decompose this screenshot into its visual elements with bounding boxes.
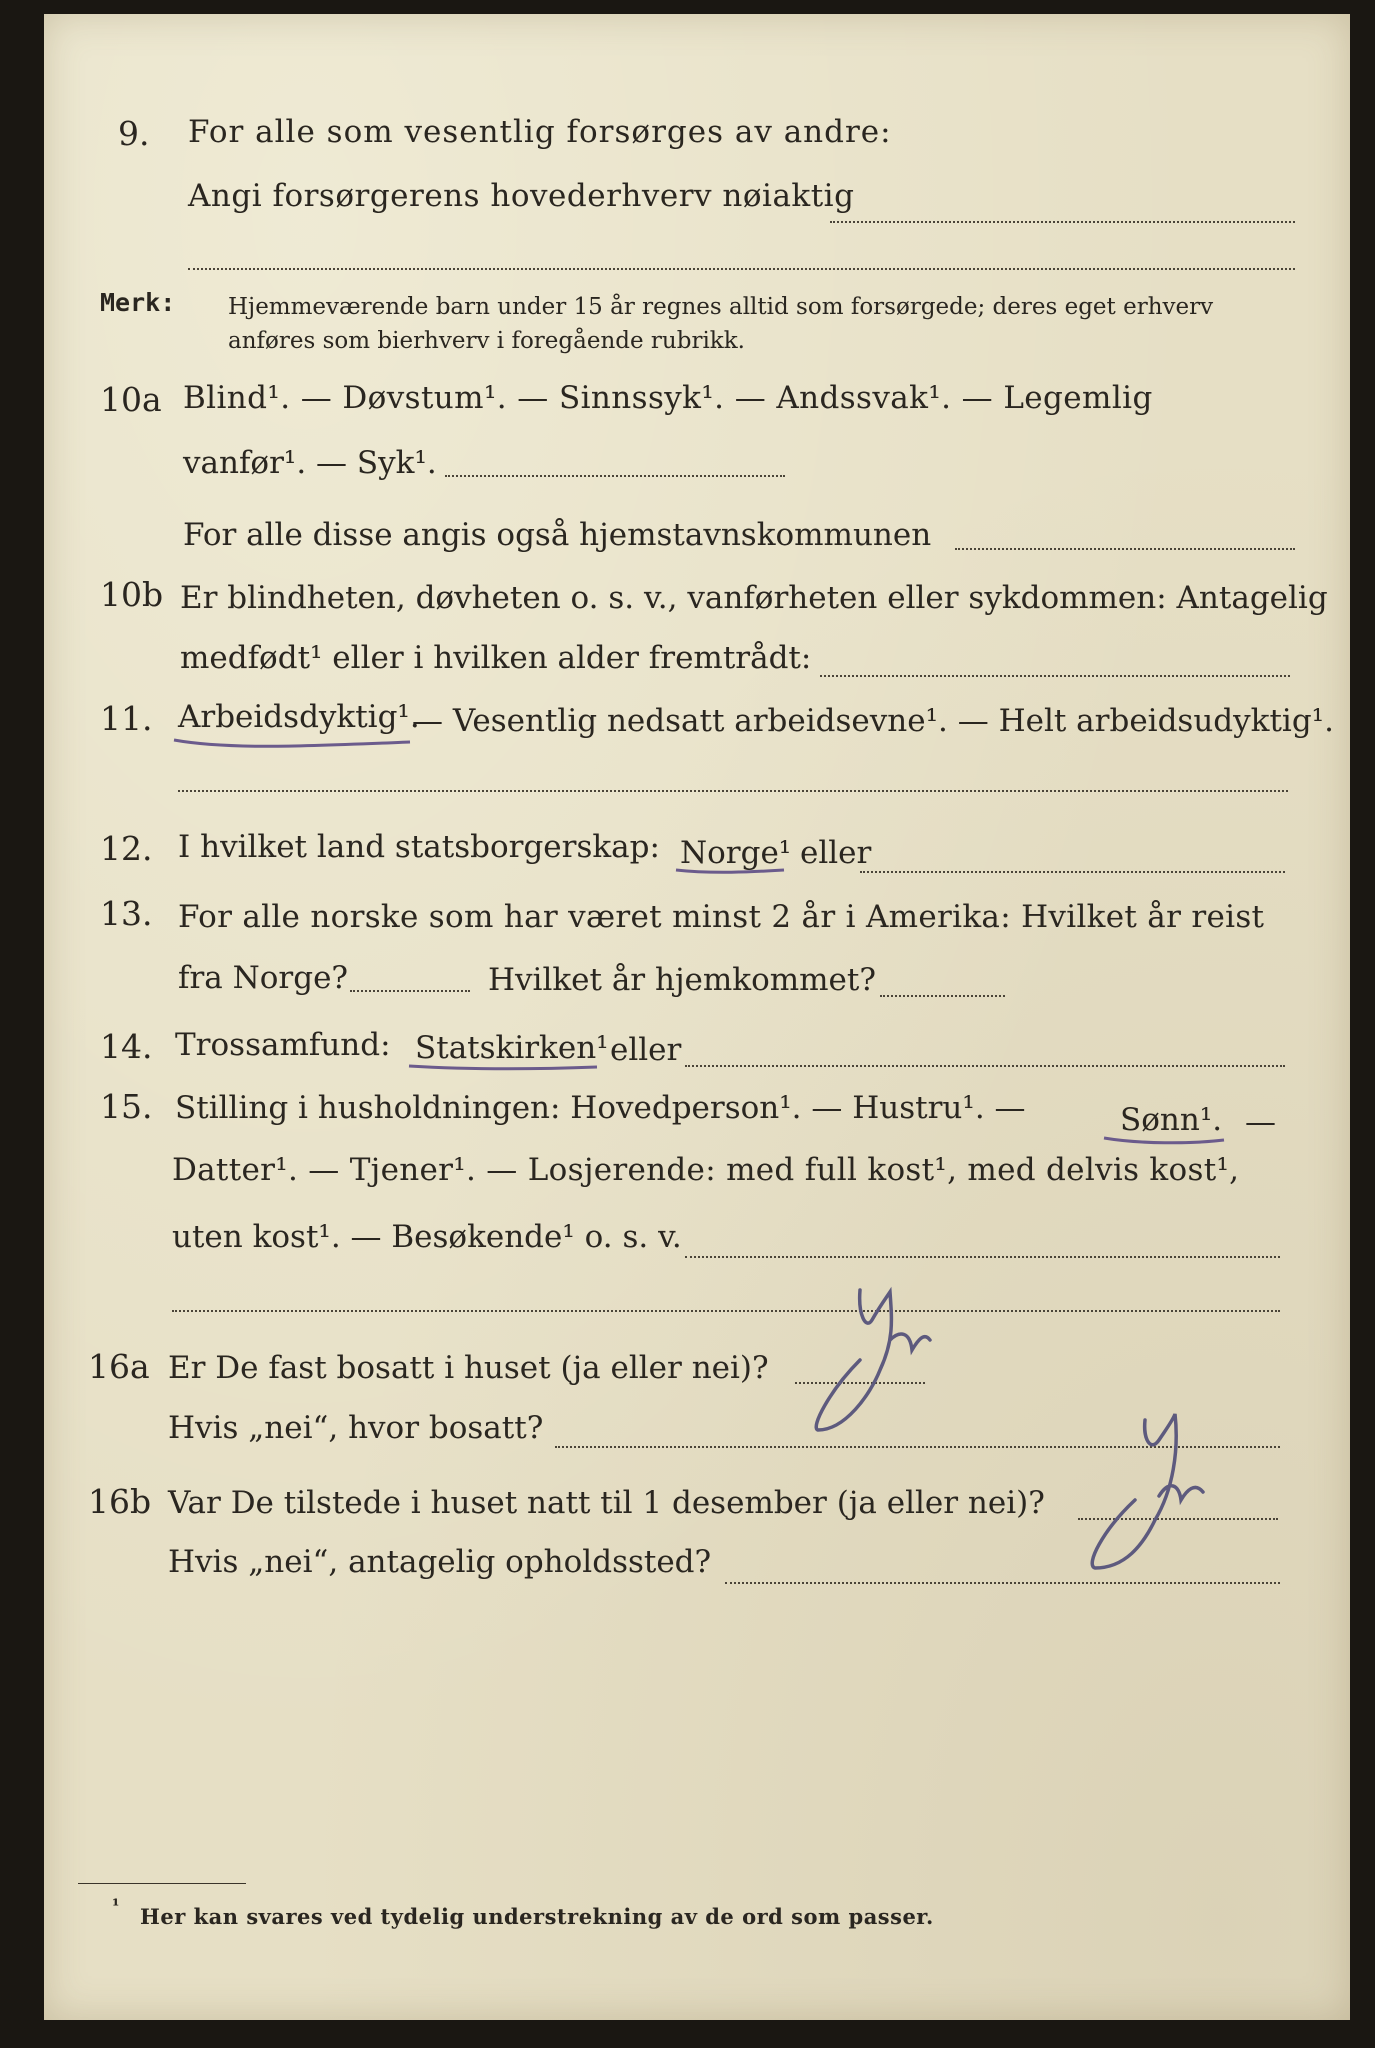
- q10b-line1: Er blindheten, døvheten o. s. v., vanførheten eller sykdommen: Antagelig: [180, 580, 1328, 616]
- q16a-handwritten-answer: [800, 1270, 980, 1454]
- q16b-line2: Hvis „nei“, antagelig opholdssted?: [168, 1544, 712, 1580]
- q10b-line2: medfødt¹ eller i hvilken alder fremtrådt:: [180, 640, 812, 676]
- footnote-text: Her kan svares ved tydelig understrekning av de ord som passer.: [140, 1904, 934, 1929]
- q16b-handwritten-answer: [1055, 1400, 1255, 1584]
- q11-rest: — Vesentlig nedsatt arbeidsevne¹. — Helt arbeidsudyktig¹.: [412, 703, 1334, 739]
- q10b-number: 10b: [100, 575, 164, 614]
- q10b-answer-line: [820, 675, 1290, 677]
- q9-line1: For alle som vesentlig forsørges av andre:: [188, 114, 892, 150]
- merk-line1: Hjemmeværende barn under 15 år regnes alltid som forsørgede; deres eget erhverv: [228, 294, 1214, 320]
- q14-answer-line: [685, 1065, 1285, 1067]
- q16a-line2: Hvis „nei“, hvor bosatt?: [168, 1410, 544, 1446]
- q13-line2b: Hvilket år hjemkommet?: [488, 962, 876, 998]
- q10a-line2: vanfør¹. — Syk¹.: [183, 445, 437, 481]
- q14-eller: eller: [610, 1032, 682, 1068]
- q12-number: 12.: [100, 829, 153, 868]
- footnote-mark: ¹: [112, 1896, 120, 1916]
- q12-underline-mark: [672, 860, 792, 884]
- q15-underline-mark: [1100, 1130, 1230, 1154]
- q16a-number: 16a: [88, 1347, 150, 1386]
- q13-line2a: fra Norge?: [178, 960, 349, 996]
- q15-answer-line: [685, 1256, 1280, 1258]
- merk-label: Merk:: [100, 288, 176, 317]
- q15-number: 15.: [100, 1087, 153, 1126]
- q15-line1a: Stilling i husholdningen: Hovedperson¹. — Hustru¹. —: [175, 1090, 1026, 1126]
- q15-line1b: —: [1245, 1104, 1276, 1140]
- q15-line2: Datter¹. — Tjener¹. — Losjerende: med full kost¹, med delvis kost¹,: [172, 1152, 1240, 1188]
- q13-reist-line: [350, 990, 470, 992]
- q14-number: 14.: [100, 1027, 153, 1066]
- q12-answer-line: [860, 871, 1285, 873]
- q10a-answer-line: [445, 475, 785, 477]
- q15-option-sonn: Sønn¹.: [1120, 1102, 1223, 1138]
- q14-option-statskirken: Statskirken¹: [415, 1030, 609, 1066]
- q12-option-norge: Norge¹: [680, 835, 792, 871]
- q12-eller: eller: [800, 835, 872, 871]
- q15-line3: uten kost¹. — Besøkende¹ o. s. v.: [172, 1219, 682, 1255]
- q10a-kommune-line: [955, 548, 1295, 550]
- q15-answer-line-2: [172, 1310, 1280, 1312]
- q10a-line1: Blind¹. — Døvstum¹. — Sinnssyk¹. — Andssvak¹. — Legemlig: [183, 380, 1153, 416]
- q11-underline-mark: [170, 722, 420, 756]
- q16a-line1: Er De fast bosatt i huset (ja eller nei)?: [168, 1350, 769, 1386]
- q10a-line3: For alle disse angis også hjemstavnskommunen: [183, 517, 932, 553]
- q11-number: 11.: [100, 699, 153, 738]
- q11-option-arbeidsdyktig: Arbeidsdyktig¹.: [178, 699, 420, 735]
- q13-number: 13.: [100, 894, 153, 933]
- q9-answer-line: [830, 221, 1295, 223]
- q9-number: 9.: [118, 114, 150, 153]
- q12-text: I hvilket land statsborgerskap:: [178, 829, 660, 865]
- footnote-rule: [78, 1883, 246, 1884]
- q16b-line1: Var De tilstede i huset natt til 1 desember (ja eller nei)?: [168, 1485, 1045, 1521]
- q14-text: Trossamfund:: [175, 1027, 391, 1063]
- merk-line2: anføres som bierhverv i foregående rubrikk.: [228, 328, 745, 354]
- q10a-number: 10a: [100, 380, 162, 419]
- q13-hjemkommet-line: [880, 995, 1005, 997]
- q11-answer-line: [178, 790, 1288, 792]
- q9-answer-line-2: [188, 268, 1295, 270]
- q16b-number: 16b: [88, 1482, 152, 1521]
- q14-underline-mark: [405, 1056, 605, 1080]
- q9-line2: Angi forsørgerens hovederhverv nøiaktig: [188, 178, 855, 214]
- q13-line1: For alle norske som har været minst 2 år i Amerika: Hvilket år reist: [178, 899, 1265, 935]
